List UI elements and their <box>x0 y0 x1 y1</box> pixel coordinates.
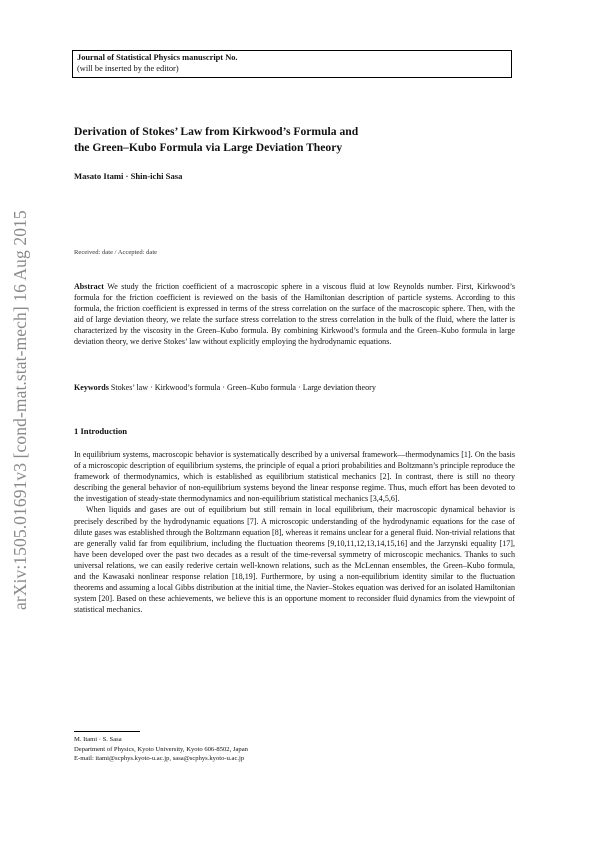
keywords-text: Stokes’ law · Kirkwood’s formula · Green–Kubo formula · Large deviation theory <box>110 383 376 392</box>
body-paragraph-1: In equilibrium systems, macroscopic behavior is systematically described by a universal framework—thermodynamics [1]. On the basis of a microscopic description of equilibrium systems, the principle of equal a priori probabilities and Boltzmann’s principle reproduce the framework of thermodynamics, which is established as equilibrium statistical mechanics [2]. In contrast, there is still no theory describing the general behavior of non-equilibrium systems beyond the linear response regime. Thus, much effort has been devoted to the investigation of steady-state thermodynamics and non-equilibrium statistical mechanics [3,4,5,6]. <box>74 450 515 504</box>
editor-note: (will be inserted by the editor) <box>77 63 179 73</box>
journal-name: Journal of Statistical Physics manuscript No. <box>77 53 238 62</box>
abstract-block <box>74 281 515 348</box>
abstract-label: Abstract <box>74 282 104 291</box>
footnote-affiliation: Department of Physics, Kyoto University, Kyoto 606-8502, Japan <box>74 745 248 753</box>
keywords-block <box>74 383 376 392</box>
author-list: Masato Itami · Shin-ichi Sasa <box>74 171 183 181</box>
section-heading-introduction: 1 Introduction <box>74 426 128 436</box>
footnote-email: E-mail: itami@scphys.kyoto-u.ac.jp, sasa@scphys.kyoto-u.ac.jp <box>74 755 245 763</box>
received-accepted-dates: Received: date / Accepted: date <box>74 249 158 256</box>
author-affiliation-footnote <box>74 735 515 764</box>
paper-title <box>74 124 514 156</box>
arxiv-identifier-stamp: arXiv:1505.01691v3 [cond-mat.stat-mech] 16 Aug 2015 <box>10 210 30 610</box>
journal-header-box <box>72 50 512 78</box>
abstract-text: We study the friction coefficient of a macroscopic sphere in a viscous fluid at low Reynolds number. First, Kirkwood’s formula for the friction coefficient is reviewed on the basis of the Hamiltonian description of particle systems. According to this formula, the friction coefficient is expressed in terms of the stress correlation on the surface of the macroscopic sphere. Then, with the aid of large deviation theory, we relate the surface stress correlation to the stress correlation in the bulk of the fluid, where the latter is characterized by the viscosity in the Green–Kubo formula. By combining Kirkwood’s formula and the Green–Kubo formula in large deviation theory, we derive Stokes’ law without explicitly employing the hydrodynamic equations. <box>74 282 515 347</box>
keywords-label: Keywords <box>74 383 109 392</box>
body-paragraph-2: When liquids and gases are out of equilibrium but still remain in local equilibrium, their macroscopic dynamical behavior is precisely described by the hydrodynamic equations [7]. A microscopic understanding of the hydrodynamic equations for the case of dilute gases was established through the Boltzmann equation [8], whereas it remains unclear for a general fluid. Non-trivial relations that are generally valid far from equilibrium, including the fluctuation theorems [9,10,11,12,13,14,15,16] and the Jarzynski equality [17], have been developed over the past two decades as a result of the time-reversal symmetry of microscopic mechanics. Thanks to such universal relations, we can easily rederive certain well-known relations, such as the McLennan ensembles, the Green–Kubo formula, and the Kawasaki nonlinear response relation [18,19]. Furthermore, by using a non-equilibrium identity similar to the fluctuation theorems and assuming a local Gibbs distribution at the initial time, the Navier–Stokes equation was derived for an isolated Hamiltonian system [20]. Based on these achievements, we believe this is an opportune moment to reconsider fluid dynamics from the viewpoint of statistical mechanics. <box>74 505 515 615</box>
title-line-1: Derivation of Stokes’ Law from Kirkwood’s Formula and <box>74 125 359 138</box>
footnote-divider <box>74 731 140 732</box>
footnote-authors: M. Itami · S. Sasa <box>74 736 122 743</box>
introduction-body <box>74 449 515 615</box>
title-line-2: the Green–Kubo Formula via Large Deviation Theory <box>74 141 343 154</box>
